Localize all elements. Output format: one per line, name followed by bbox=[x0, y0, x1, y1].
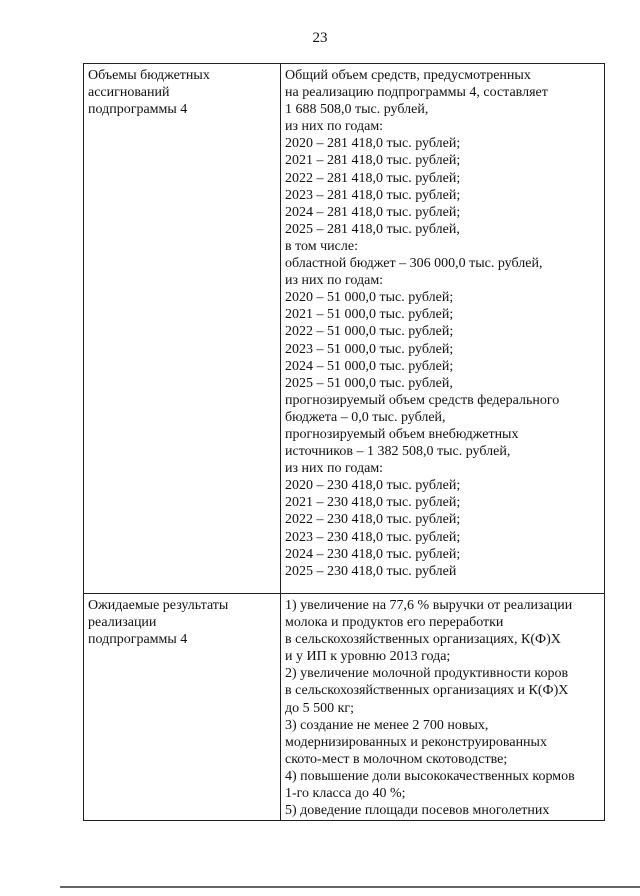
text-line: 2021 – 281 418,0 тыс. рублей; bbox=[285, 153, 461, 169]
page-number: 23 bbox=[312, 30, 328, 46]
label-line: ассигнований bbox=[88, 85, 170, 101]
text-line: из них по годам: bbox=[285, 119, 384, 135]
text-line: прогнозируемый объем внебюджетных bbox=[285, 426, 519, 442]
text-line: 2020 – 51 000,0 тыс. рублей; bbox=[285, 290, 454, 306]
text-line: 2022 – 51 000,0 тыс. рублей; bbox=[285, 324, 454, 340]
text-line: в том числе: bbox=[285, 238, 358, 254]
text-line: 2023 – 230 418,0 тыс. рублей; bbox=[285, 529, 461, 545]
text-line: на реализацию подпрограммы 4, составляет bbox=[285, 85, 548, 101]
text-line: 2022 – 281 418,0 тыс. рублей; bbox=[285, 170, 461, 186]
text-line: в сельскохозяйственных организациях, К(Ф)Х bbox=[285, 632, 561, 648]
scan-bottom-edge bbox=[60, 886, 640, 888]
row-label-budget bbox=[84, 64, 281, 594]
row-content-results bbox=[281, 594, 605, 821]
text-line: источников – 1 382 508,0 тыс. рублей, bbox=[285, 444, 511, 460]
text-line: 2023 – 51 000,0 тыс. рублей; bbox=[285, 341, 454, 357]
text-line: 2025 – 51 000,0 тыс. рублей, bbox=[285, 375, 453, 391]
row-label-results bbox=[84, 594, 281, 821]
text-line: прогнозируемый объем средств федерального bbox=[285, 392, 560, 408]
text-line: ското-мест в молочном скотоводстве; bbox=[285, 751, 508, 767]
text-line: 1 688 508,0 тыс. рублей, bbox=[285, 102, 429, 118]
text-line: молока и продуктов его переработки bbox=[285, 615, 504, 631]
label-line: реализации bbox=[88, 615, 157, 631]
text-line: 2024 – 230 418,0 тыс. рублей; bbox=[285, 546, 461, 562]
text-line: 2021 – 51 000,0 тыс. рублей; bbox=[285, 307, 454, 323]
label-line: Ожидаемые результаты bbox=[88, 598, 229, 613]
text-line: Общий объем средств, предусмотренных bbox=[285, 68, 531, 83]
text-line: бюджета – 0,0 тыс. рублей, bbox=[285, 409, 446, 425]
row-content-budget bbox=[281, 64, 605, 594]
text-line: модернизированных и реконструированных bbox=[285, 734, 547, 750]
text-line: 1) увеличение на 77,6 % выручки от реализации bbox=[285, 598, 573, 613]
text-line: областной бюджет – 306 000,0 тыс. рублей, bbox=[285, 256, 543, 272]
text-line: 2023 – 281 418,0 тыс. рублей; bbox=[285, 187, 461, 203]
text-line: до 5 500 кг; bbox=[285, 700, 355, 716]
label-line: Объемы бюджетных bbox=[88, 68, 210, 83]
text-line: 2020 – 230 418,0 тыс. рублей; bbox=[285, 478, 461, 494]
text-line: 2025 – 281 418,0 тыс. рублей, bbox=[285, 221, 460, 237]
text-line: и у ИП к уровню 2013 года; bbox=[285, 649, 451, 665]
text-line: из них по годам: bbox=[285, 461, 384, 477]
text-line: из них по годам: bbox=[285, 273, 384, 289]
subprogram-passport-table bbox=[83, 63, 605, 821]
text-line: 2025 – 230 418,0 тыс. рублей bbox=[285, 563, 457, 579]
text-line: 5) доведение площади посевов многолетних bbox=[285, 803, 550, 819]
text-line: 2) увеличение молочной продуктивности коров bbox=[285, 666, 569, 682]
table-row-budget bbox=[84, 64, 605, 594]
text-line: 3) создание не менее 2 700 новых, bbox=[285, 717, 489, 733]
text-line: 4) повышение доли высококачественных кормов bbox=[285, 768, 575, 784]
text-line: в сельскохозяйственных организациях и К(Ф)Х bbox=[285, 683, 569, 699]
text-line: 2021 – 230 418,0 тыс. рублей; bbox=[285, 495, 461, 511]
text-line: 2022 – 230 418,0 тыс. рублей; bbox=[285, 512, 461, 528]
text-line: 2024 – 51 000,0 тыс. рублей; bbox=[285, 358, 454, 374]
label-line: подпрограммы 4 bbox=[88, 632, 188, 648]
text-line: 2024 – 281 418,0 тыс. рублей; bbox=[285, 204, 461, 220]
label-line: подпрограммы 4 bbox=[88, 102, 188, 118]
text-line: 1-го класса до 40 %; bbox=[285, 786, 406, 802]
text-line: 2020 – 281 418,0 тыс. рублей; bbox=[285, 136, 461, 152]
table-row-results bbox=[84, 594, 605, 821]
